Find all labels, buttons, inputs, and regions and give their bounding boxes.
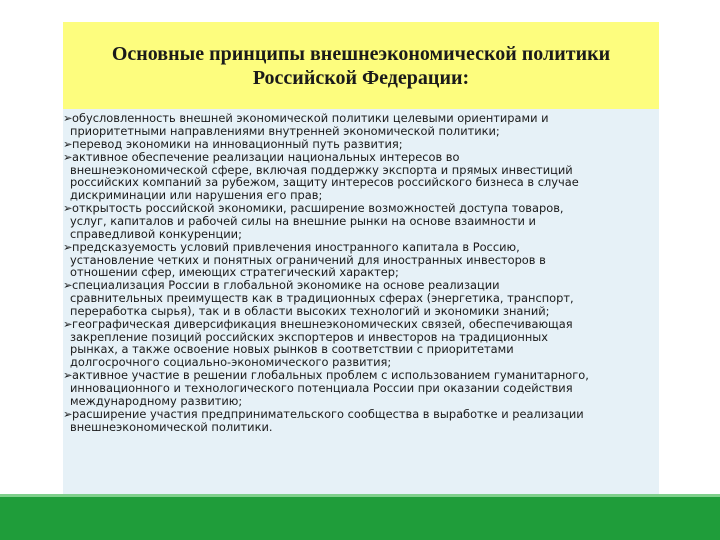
list-item-text: активное обеспечение реализации национальных интересов во bbox=[72, 150, 460, 165]
arrow-bullet-icon: ➢ bbox=[63, 111, 73, 125]
list-item-text: обусловленность внешней экономической политики целевыми ориентирами и bbox=[72, 111, 549, 125]
list-item-text: инновационного и технологического потенциала России при оказании содействия bbox=[70, 380, 573, 395]
list-item-line bbox=[63, 305, 659, 318]
list-item-text: справедливой конкуренции; bbox=[70, 226, 242, 241]
list-item bbox=[63, 112, 659, 137]
list-item-text: установление четких и понятных ограничений для иностранных инвесторов в bbox=[70, 252, 546, 267]
list-item bbox=[63, 241, 659, 279]
arrow-bullet-icon: ➢ bbox=[63, 406, 73, 421]
arrow-bullet-icon: ➢ bbox=[63, 239, 73, 254]
list-item-line bbox=[63, 266, 659, 279]
list-item-text: международному развитию; bbox=[70, 393, 243, 408]
list-item-text: дискриминации или нарушения его прав; bbox=[70, 188, 323, 203]
list-item-text: российских компаний за рубежом, защиту интересов российского бизнеса в случае bbox=[70, 175, 579, 190]
list-item bbox=[63, 151, 659, 202]
list-item-text: услуг, капиталов и рабочей силы на внешние рынки на основе взаимности и bbox=[70, 214, 536, 228]
list-item-text: закрепление позиций российских экспортеров и инвесторов на традиционных bbox=[70, 329, 549, 344]
list-item bbox=[63, 408, 659, 433]
list-item-text: географическая диверсификация внешнеэкономических связей, обеспечивающая bbox=[72, 317, 573, 331]
principles-list-panel bbox=[63, 109, 659, 497]
list-item-line bbox=[63, 189, 659, 202]
list-item-text: предсказуемость условий привлечения иностранного капитала в Россию, bbox=[72, 239, 520, 254]
list-item-text: расширение участия предпринимательского сообщества в выработке и реализации bbox=[72, 406, 584, 421]
arrow-bullet-icon: ➢ bbox=[63, 278, 73, 293]
list-item-text: сравнительных преимуществ как в традиционных сферах (энергетика, транспорт, bbox=[70, 291, 574, 306]
title-line-2: Российской Федерации: bbox=[252, 66, 470, 89]
arrow-bullet-icon: ➢ bbox=[63, 317, 73, 331]
list-item-text: приоритетными направлениями внутренней экономической политики; bbox=[70, 123, 500, 138]
list-item-text: внешнеэкономической политики. bbox=[70, 419, 273, 434]
footer-bar bbox=[0, 497, 720, 540]
list-item bbox=[63, 138, 659, 151]
list-item-text: специализация России в глобальной экономике на основе реализации bbox=[72, 278, 500, 293]
list-item bbox=[63, 318, 659, 369]
list-item-line bbox=[63, 138, 659, 151]
title-line-1: Основные принципы внешнеэкономической политики bbox=[111, 42, 611, 65]
list-item-line bbox=[63, 125, 659, 138]
list-item-text: внешнеэкономической сфере, включая поддержку экспорта и прямых инвестиций bbox=[70, 162, 573, 177]
principles-list bbox=[63, 112, 659, 434]
list-item-text: долгосрочного социально-экономического развития; bbox=[70, 355, 392, 370]
list-item bbox=[63, 202, 659, 240]
list-item-text: перевод экономики на инновационный путь развития; bbox=[72, 136, 403, 151]
list-item bbox=[63, 369, 659, 407]
list-item-line bbox=[63, 228, 659, 241]
arrow-bullet-icon: ➢ bbox=[63, 150, 73, 165]
list-item-text: активное участие в решении глобальных проблем с использованием гуманитарного, bbox=[72, 368, 589, 383]
list-item bbox=[63, 279, 659, 317]
list-item-line bbox=[63, 421, 659, 434]
list-item-line bbox=[63, 356, 659, 369]
arrow-bullet-icon: ➢ bbox=[63, 136, 73, 151]
list-item-text: переработка сырья), так и в области высоких технологий и экономики знаний; bbox=[70, 303, 550, 318]
arrow-bullet-icon: ➢ bbox=[63, 368, 73, 383]
slide-title bbox=[63, 22, 659, 109]
list-item-text: рынках, а также освоение новых рынков в соответствии с приоритетами bbox=[70, 342, 514, 357]
list-item-text: отношении сфер, имеющих стратегический характер; bbox=[70, 265, 399, 280]
list-item-text: открытость российской экономики, расширение возможностей доступа товаров, bbox=[72, 201, 564, 216]
arrow-bullet-icon: ➢ bbox=[63, 201, 73, 216]
list-item-line bbox=[63, 395, 659, 408]
